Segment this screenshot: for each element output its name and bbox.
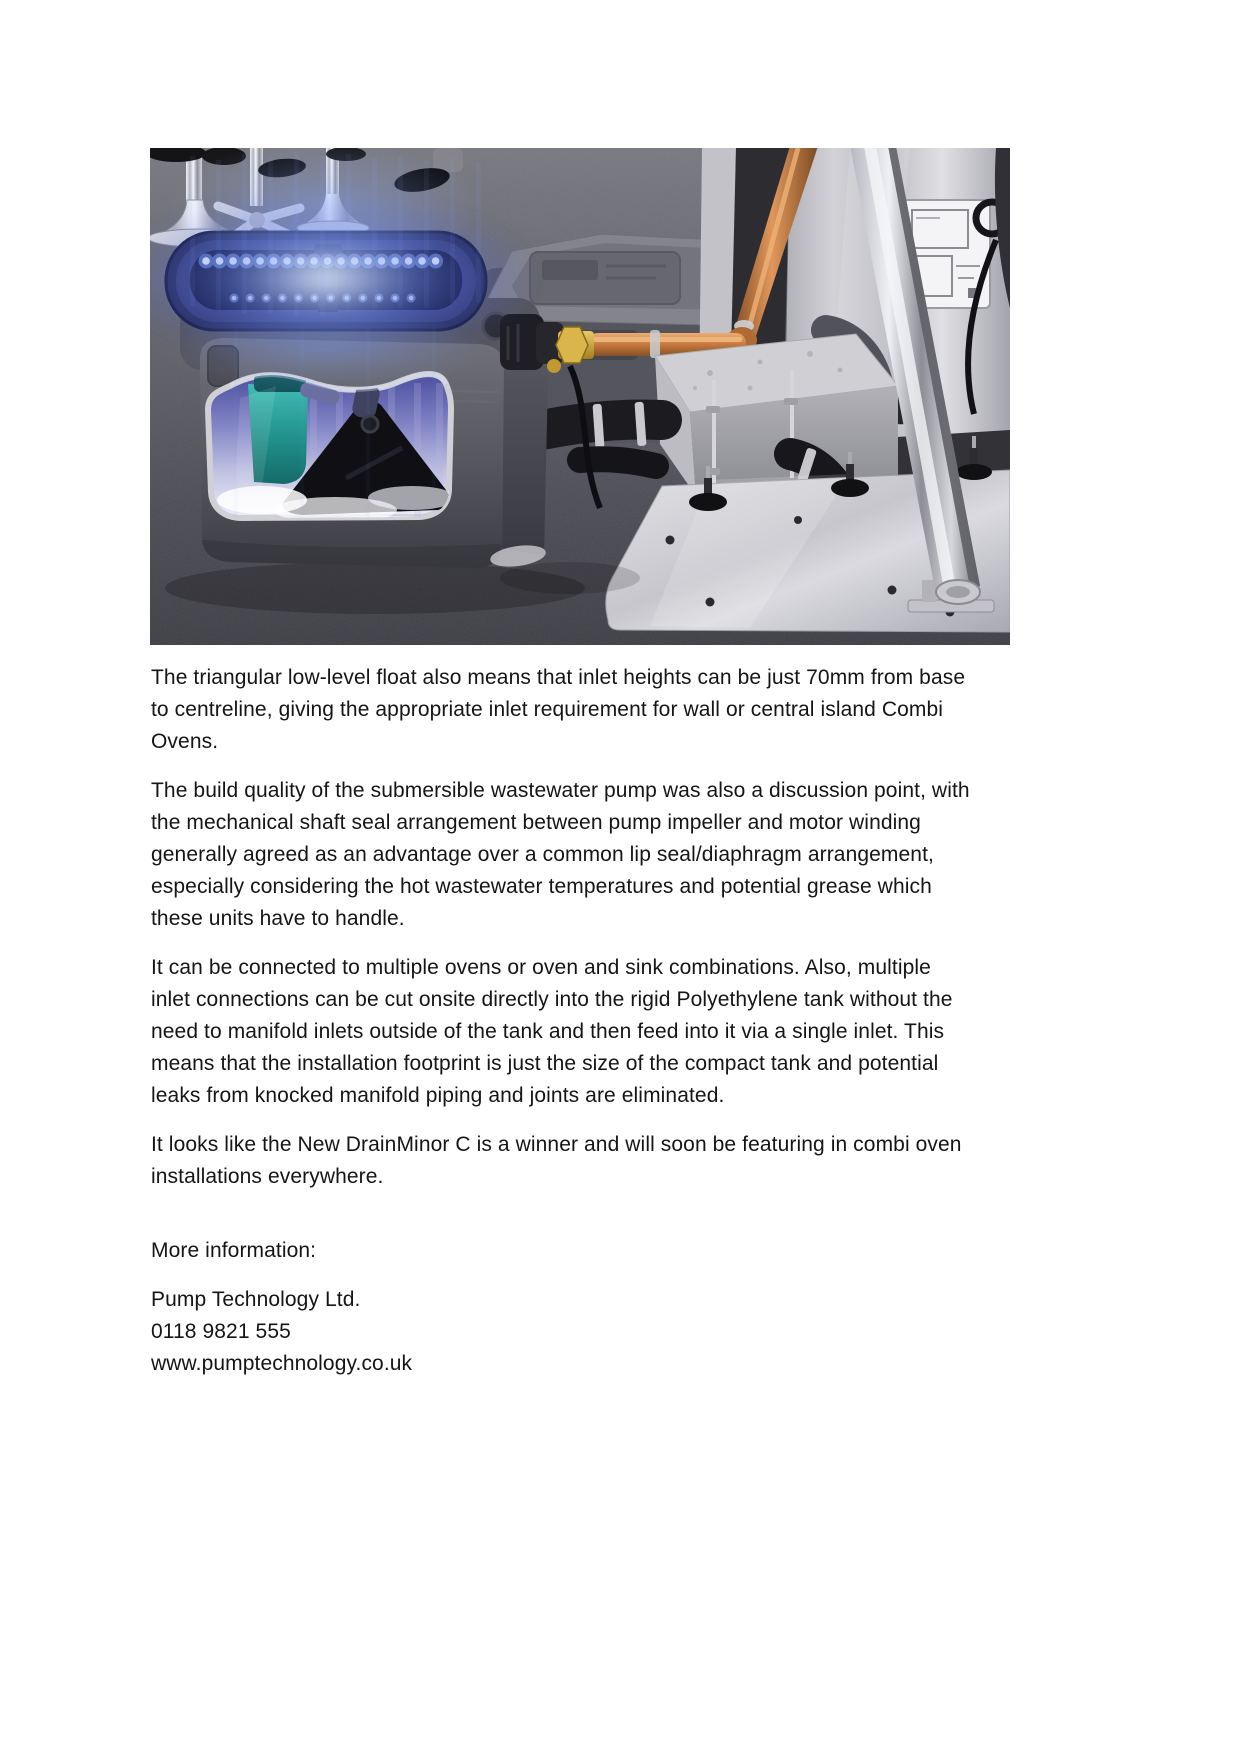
paragraph-build-quality: The build quality of the submersible wastewater pump was also a discussion point, with the mechanical shaft seal arrangement between pump impeller and motor winding generally agreed as an advantage over a common lip seal/diaphragm arrangement, especially considering the hot wastewater temperatures and potential grease which these units have to handle. [151,779,970,930]
more-information-heading: More information: [151,1239,317,1262]
paragraph-connections: It can be connected to multiple ovens or oven and sink combinations. Also, multiple inlet connections can be cut onsite directly into the rigid Polyethylene tank without the need to manifold inlets outside of the tank and then feed into it via a single inlet. This means that the installation footprint is just the size of the compact tank and potential leaks from knocked manifold piping and joints are eliminated. [151,956,953,1107]
contact-block [151,1284,975,1380]
paragraph-conclusion: It looks like the New DrainMinor C is a winner and will soon be featuring in combi oven installations everywhere. [151,1133,962,1188]
phone-number: 0118 9821 555 [151,1320,291,1343]
product-photo [150,148,1010,645]
product-photo-illustration [150,148,1010,645]
article-text [151,662,975,1380]
website-url: www.pumptechnology.co.uk [151,1352,413,1375]
company-name: Pump Technology Ltd. [151,1288,361,1311]
paragraph-float-inlet: The triangular low-level float also means that inlet heights can be just 70mm from base to centreline, giving the appropriate inlet requirement for wall or central island Combi Ovens. [151,666,966,753]
